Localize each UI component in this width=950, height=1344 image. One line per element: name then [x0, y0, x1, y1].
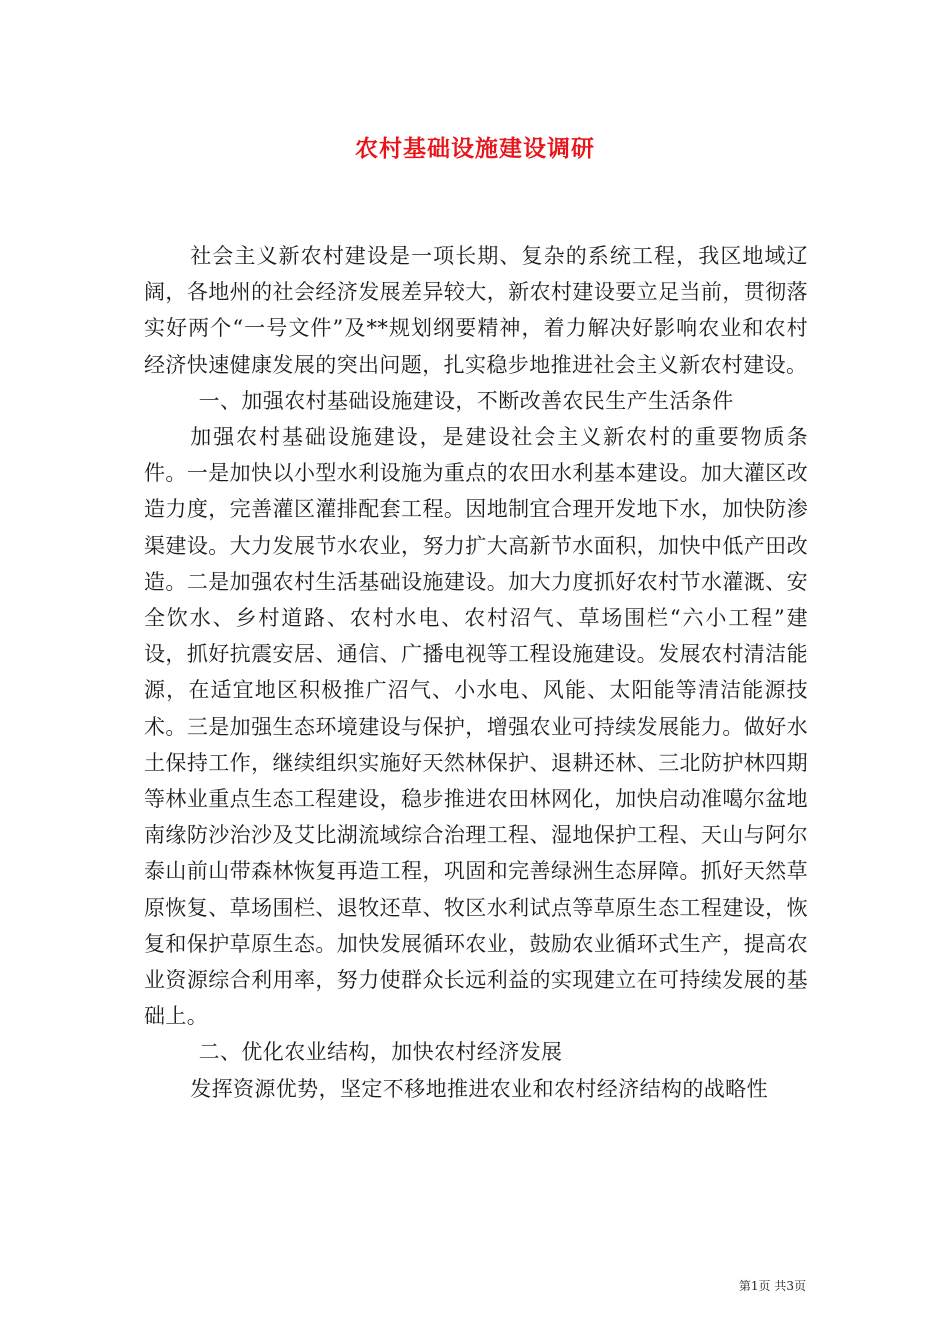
document-title: 农村基础设施建设调研 — [355, 135, 595, 162]
section-heading-1: 一、加强农村基础设施建设，不断改善农民生产生活条件 — [198, 388, 734, 413]
section-2-paragraph: 发挥资源优势，坚定不移地推进农业和农村经济结构的战略性 — [190, 1076, 768, 1101]
section-heading-2: 二、优化农业结构，加快农村经济发展 — [198, 1040, 563, 1065]
intro-paragraph: 社会主义新农村建设是一项长期、复杂的系统工程，我区地域辽阔，各地州的社会经济发展差异较大，新农村建设要立足当前，贯彻落实好两个“一号文件”及**规划纲要精神，着力解决好影响农业和农村经济快速健康发展的突出问题，扎实稳步地推进社会主义新农村建设。 — [144, 244, 808, 377]
section-1-paragraph: 加强农村基础设施建设，是建设社会主义新农村的重要物质条件。一是加快以小型水利设施为重点的农田水利基本建设。加大灌区改造力度，完善灌区灌排配套工程。因地制宜合理开发地下水，加快防渗渠建设。大力发展节水农业，努力扩大高新节水面积，加快中低产田改造。二是加强农村生活基础设施建设。加大力度抓好农村节水灌溉、安全饮水、乡村道路、农村水电、农村沼气、草场围栏“六小工程”建设，抓好抗震安居、通信、广播电视等工程设施建设。发展农村清洁能源，在适宜地区积极推广沼气、小水电、风能、太阳能等清洁能源技术。三是加强生态环境建设与保护，增强农业可持续发展能力。做好水土保持工作，继续组织实施好天然林保护、退耕还林、三北防护林四期等林业重点生态工程建设，稳步推进农田林网化，加快启动准噶尔盆地南缘防沙治沙及艾比湖流域综合治理工程、湿地保护工程、天山与阿尔泰山前山带森林恢复再造工程，巩固和完善绿洲生态屏障。抓好天然草原恢复、草场围栏、退牧还草、牧区水利试点等草原生态工程建设，恢复和保护草原生态。加快发展循环农业，鼓励农业循环式生产，提高农业资源综合利用率，努力使群众长远利益的实现建立在可持续发展的基础上。 — [144, 425, 808, 1029]
document-body — [144, 238, 808, 1107]
page-number-footer: 第1页 共3页 — [738, 1279, 806, 1293]
